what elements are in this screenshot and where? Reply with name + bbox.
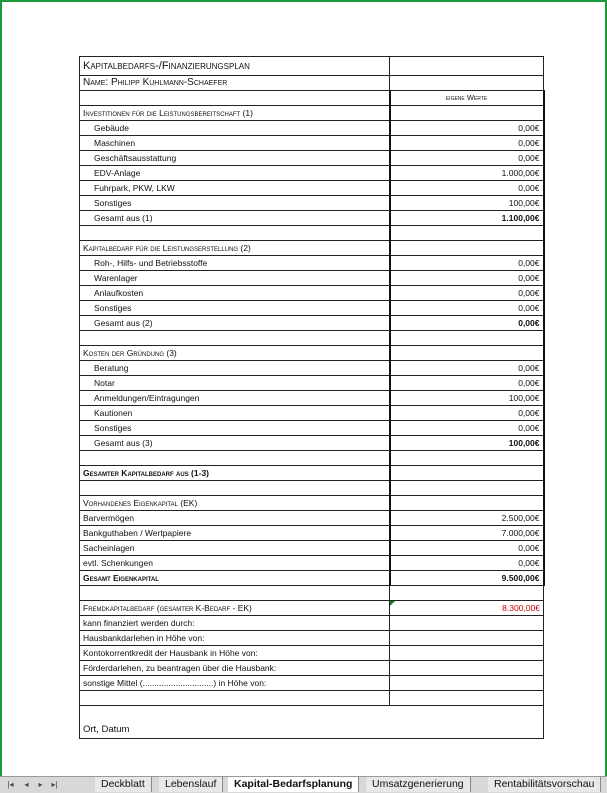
section-leistungserstellung-row [80,256,544,271]
eigenkapital-row-label[interactable]: Sacheinlagen [80,541,390,556]
section-leistungserstellung-total-label[interactable]: Gesamt aus (2) [80,316,390,331]
section-leistungserstellung-row-value[interactable]: 0,00€ [390,271,544,286]
finanzierung-row [80,646,544,661]
name-value-cell[interactable] [390,76,544,91]
fremdkapital-row [80,601,544,616]
section-investitionen-total-value[interactable]: 1.100,00€ [390,211,544,226]
section-investitionen-row-label[interactable]: Gebäude [80,121,390,136]
section-leistungserstellung-row-value[interactable]: 0,00€ [390,256,544,271]
eigenkapital-row [80,556,544,571]
section-leistungserstellung-title [80,241,544,256]
page-title[interactable]: Kapitalbedarfs-/Finanzierungsplan [80,57,390,76]
section-investitionen-row-label[interactable]: Fuhrpark, PKW, LKW [80,181,390,196]
spacer-row-label[interactable] [80,451,390,466]
section-gruendung-row-label[interactable]: Sonstiges [80,421,390,436]
section-investitionen-row [80,196,544,211]
section-leistungserstellung-row-label[interactable]: Warenlager [80,271,390,286]
eigenkapital-row [80,511,544,526]
section-investitionen-row-value[interactable]: 0,00€ [390,181,544,196]
section-investitionen-title-value[interactable] [390,106,544,121]
title-row [80,57,544,76]
eigenkapital-row-value[interactable]: 2.500,00€ [390,511,544,526]
spacer-row [80,586,544,601]
last-sheet-icon[interactable]: ▸| [51,780,58,789]
section-investitionen-row [80,166,544,181]
next-sheet-icon[interactable]: ▸ [38,780,43,789]
name-label[interactable]: Name: Philipp Kuhlmann-Schaefer [80,76,390,91]
spacer-row [80,226,544,241]
tab-kapital-bedarfsplanung[interactable]: Kapital-Bedarfsplanung [228,777,359,792]
col-header-eigene-werte[interactable]: eigene Werte [390,91,544,106]
eigenkapital-row-value[interactable]: 0,00€ [390,556,544,571]
section-gruendung-row-label[interactable]: Beratung [80,361,390,376]
section-gruendung-total [80,436,544,451]
section-leistungserstellung-row [80,301,544,316]
finanzierung-row [80,631,544,646]
finanzierung-row-label[interactable]: sonstige Mittel (..............................) in Höhe von: [80,676,390,691]
eigenkapital-row-label[interactable]: Bankguthaben / Wertpapiere [80,526,390,541]
eigenkapital-total-row [80,571,544,586]
finanzierung-row-label[interactable]: kann finanziert werden durch: [80,616,390,631]
section-gruendung-row [80,406,544,421]
finanzierung-row [80,661,544,676]
section-leistungserstellung-title-value[interactable] [390,241,544,256]
section-investitionen-row-value[interactable]: 0,00€ [390,121,544,136]
section-gruendung-row-label[interactable]: Kautionen [80,406,390,421]
finanzierung-row-label[interactable]: Kontokorrentkredit der Hausbank in Höhe von: [80,646,390,661]
eigenkapital-title-row-label[interactable]: Vorhandenes Eigenkapital (EK) [80,496,390,511]
finanzierung-row-value[interactable] [390,676,544,691]
section-gruendung-row-label[interactable]: Notar [80,376,390,391]
spacer-row-label[interactable] [80,481,390,496]
section-gruendung-row [80,421,544,436]
section-investitionen-row [80,136,544,151]
section-investitionen-row-label[interactable]: Geschäftsausstattung [80,151,390,166]
title-value-cell[interactable] [390,57,544,76]
spacer-row-label[interactable] [80,226,390,241]
section-investitionen-row-label[interactable]: EDV-Anlage [80,166,390,181]
tab-lebenslauf[interactable]: Lebenslauf [159,777,223,792]
spacer-row [80,451,544,466]
section-leistungserstellung-total-value[interactable]: 0,00€ [390,316,544,331]
eigenkapital-title-row [80,496,544,511]
finanzierung-row [80,616,544,631]
spacer-row [80,331,544,346]
spacer-row-value[interactable] [390,691,544,706]
eigenkapital-row-value[interactable]: 0,00€ [390,541,544,556]
spacer-row [80,691,544,706]
section-leistungserstellung-row [80,286,544,301]
spacer-row-value[interactable] [390,451,544,466]
spacer-row-value[interactable] [390,586,544,601]
section-gruendung-row-value[interactable]: 0,00€ [390,406,544,421]
tab-umsatzgenerierung[interactable]: Umsatzgenerierung [366,777,471,792]
eigenkapital-row [80,541,544,556]
gesamt-kapitalbedarf-row-label[interactable]: Gesamter Kapitalbedarf aus (1-3) [80,466,390,481]
spacer-row-label[interactable] [80,586,390,601]
section-investitionen-title-label[interactable]: Investitionen für die Leistungsbereitschaft (1) [80,106,390,121]
section-gruendung-total-value[interactable]: 100,00€ [390,436,544,451]
sheet-tab-bar [0,776,607,793]
section-leistungserstellung-row-value[interactable]: 0,00€ [390,286,544,301]
ort-datum-label[interactable]: Ort, Datum [80,706,544,739]
ort-datum-row [80,706,544,739]
section-gruendung-row [80,376,544,391]
finanzierung-row-value[interactable] [390,616,544,631]
tab-deckblatt[interactable]: Deckblatt [95,777,152,792]
spacer-row-value[interactable] [390,481,544,496]
fremdkapital-row-label[interactable]: Fremdkapitalbedarf (gesamter K-Bedarf - EK) [80,601,390,616]
eigenkapital-title-row-value[interactable] [390,496,544,511]
spacer-row [80,481,544,496]
tab-rentabilitaetsvorschau[interactable]: Rentabilitätsvorschau [488,777,601,792]
spacer-row-label[interactable] [80,331,390,346]
spacer-row-label[interactable] [80,691,390,706]
section-gruendung-total-label[interactable]: Gesamt aus (3) [80,436,390,451]
col-header-spacer[interactable] [80,91,390,106]
finanzierungsplan-table [79,56,545,739]
eigenkapital-row-label[interactable]: Barvermögen [80,511,390,526]
section-gruendung-row-value[interactable]: 100,00€ [390,391,544,406]
section-investitionen-row [80,151,544,166]
section-gruendung-title [80,346,544,361]
first-sheet-icon[interactable]: |◂ [7,780,14,789]
section-investitionen-row-label[interactable]: Maschinen [80,136,390,151]
eigenkapital-row-label[interactable]: evtl. Schenkungen [80,556,390,571]
finanzierung-row-value[interactable] [390,631,544,646]
section-gruendung-title-label[interactable]: Kosten der Gründung (3) [80,346,390,361]
section-investitionen-title [80,106,544,121]
gesamt-kapitalbedarf-row-value[interactable] [390,466,544,481]
section-leistungserstellung-row-label[interactable]: Sonstiges [80,301,390,316]
eigenkapital-total-row-value[interactable]: 9.500,00€ [390,571,544,586]
fremdkapital-row-value[interactable]: 8.300,00€ [390,601,544,616]
section-gruendung-row-value[interactable]: 0,00€ [390,361,544,376]
section-gruendung-row-value[interactable]: 0,00€ [390,376,544,391]
section-gruendung-row-value[interactable]: 0,00€ [390,421,544,436]
section-investitionen-total-label[interactable]: Gesamt aus (1) [80,211,390,226]
section-leistungserstellung-row-label[interactable]: Roh-, Hilfs- und Betriebsstoffe [80,256,390,271]
finanzierung-row-label[interactable]: Förderdarlehen, zu beantragen über die Hausbank: [80,661,390,676]
finanzierung-row-label[interactable]: Hausbankdarlehen in Höhe von: [80,631,390,646]
eigenkapital-total-row-label[interactable]: Gesamt Eigenkapital [80,571,390,586]
finanzierung-row [80,676,544,691]
finanzierung-row-value[interactable] [390,661,544,676]
name-row [80,76,544,91]
section-investitionen-row-value[interactable]: 0,00€ [390,151,544,166]
section-investitionen-row-value[interactable]: 0,00€ [390,136,544,151]
section-leistungserstellung-title-label[interactable]: Kapitalbedarf für die Leistungserstellung (2) [80,241,390,256]
finanzierung-row-value[interactable] [390,646,544,661]
section-leistungserstellung-row [80,271,544,286]
section-gruendung-title-value[interactable] [390,346,544,361]
spacer-row-value[interactable] [390,226,544,241]
eigenkapital-row-value[interactable]: 7.000,00€ [390,526,544,541]
section-gruendung-row [80,391,544,406]
section-leistungserstellung-row-label[interactable]: Anlaufkosten [80,286,390,301]
gesamt-kapitalbedarf-row [80,466,544,481]
section-gruendung-row [80,361,544,376]
col-header-row [80,91,544,106]
spacer-row-value[interactable] [390,331,544,346]
section-investitionen-row-value[interactable]: 100,00€ [390,196,544,211]
section-leistungserstellung-total [80,316,544,331]
section-investitionen-total [80,211,544,226]
section-investitionen-row [80,181,544,196]
section-investitionen-row-value[interactable]: 1.000,00€ [390,166,544,181]
section-leistungserstellung-row-value[interactable]: 0,00€ [390,301,544,316]
prev-sheet-icon[interactable]: ◂ [24,780,29,789]
section-investitionen-row-label[interactable]: Sonstiges [80,196,390,211]
section-gruendung-row-label[interactable]: Anmeldungen/Eintragungen [80,391,390,406]
eigenkapital-row [80,526,544,541]
section-investitionen-row [80,121,544,136]
